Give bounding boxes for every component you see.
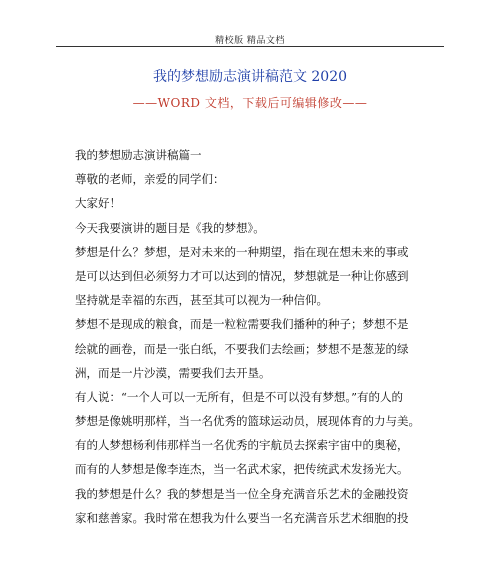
body-line: 坚持就是幸福的东西，甚至其可以视为一种信仰。 bbox=[75, 293, 328, 308]
body-line: 有人说：“一个人可以一无所有，但是不可以没有梦想。”有的人的 bbox=[75, 389, 404, 404]
page-header bbox=[0, 0, 500, 46]
bottom-fade bbox=[0, 548, 500, 565]
body-line: 是可以达到但必须努力才可以达到的情况，梦想就是一种让你感到 bbox=[75, 268, 409, 283]
body-line: 梦想是像姚明那样，当一名优秀的篮球运动员，展现体育的力与美。 bbox=[75, 414, 420, 429]
header-label: 精校版 精品文档 bbox=[215, 36, 285, 46]
body-line: 梦想是什么？梦想，是对未来的一种期望，指在现在想未来的事或 bbox=[75, 244, 409, 259]
body-line: 我的梦想励志演讲稿篇一 bbox=[75, 148, 202, 162]
document-body bbox=[75, 143, 430, 530]
document-subtitle: ——WORD 文档，下载后可编辑修改—— bbox=[132, 96, 368, 110]
body-line: 绘就的画卷，而是一张白纸，不要我们去绘画；梦想不是葱茏的绿 bbox=[75, 341, 409, 356]
body-line: 尊敬的老师，亲爱的同学们： bbox=[75, 172, 225, 187]
body-line: 而有的人梦想是像李连杰，当一名武术家，把传统武术发扬光大。 bbox=[75, 462, 409, 477]
body-line: 大家好！ bbox=[75, 196, 121, 211]
body-line: 洲，而是一片沙漠，需要我们去开垦。 bbox=[75, 365, 271, 380]
body-line: 梦想不是现成的粮食，而是一粒粒需要我们播种的种子；梦想不是 bbox=[75, 317, 409, 332]
body-line: 有的人梦想杨利伟那样当一名优秀的宇航员去探索宇宙中的奥秘， bbox=[75, 438, 409, 453]
body-line: 今天我要演讲的题目是《我的梦想》。 bbox=[75, 220, 265, 235]
header-divider bbox=[56, 46, 444, 47]
body-line: 家和慈善家。我时常在想我为什么要当一名充满音乐艺术细胞的投 bbox=[75, 510, 409, 525]
document-title: 我的梦想励志演讲稿范文 2020 bbox=[152, 69, 348, 85]
body-line: 我的梦想是什么？我的梦想是当一位全身充满音乐艺术的金融投资 bbox=[75, 486, 409, 501]
